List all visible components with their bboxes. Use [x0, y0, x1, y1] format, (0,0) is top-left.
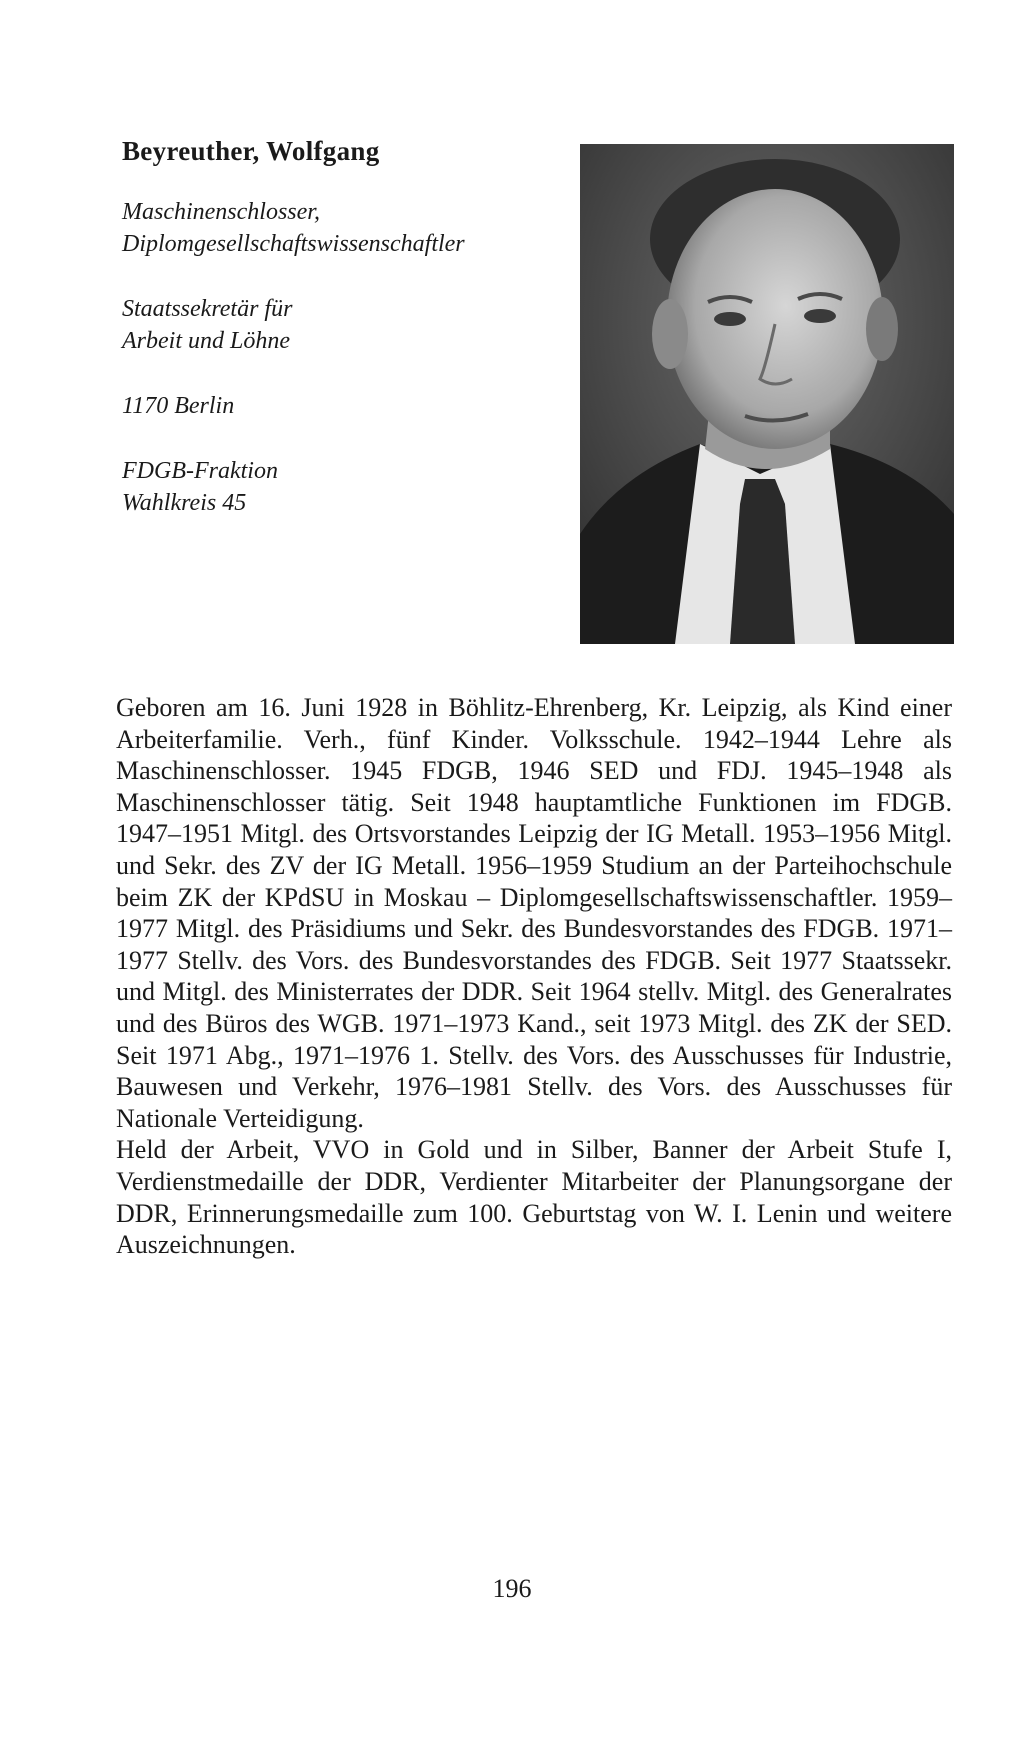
faction-line: Wahlkreis 45 [122, 490, 247, 516]
profession-line: Diplomgesellschaftswissenschaftler [122, 231, 465, 257]
profession [122, 196, 465, 260]
address [122, 390, 234, 422]
page-number: 196 [492, 1574, 532, 1603]
position-line: Arbeit und Löhne [122, 328, 290, 354]
biography-paragraph: Geboren am 16. Juni 1928 in Böhlitz-Ehrenberg, Kr. Leipzig, als Kind einer Arbeiterfamilie. Verh., fünf Kinder. Volksschule. 1942–1944 Lehre als Maschinenschlosser. 1945 FDGB, 1946 SED und FDJ. 1945–1948 als Maschinenschlosser tätig. Seit 1948 hauptamtliche Funktionen im FDGB. 1947–1951 Mitgl. des Ortsvorstandes Leipzig der IG Metall. 1953–1956 Mitgl. und Sekr. des ZV der IG Metall. 1956–1959 Studium an der Parteihochschule beim ZK der KPdSU in Moskau – Diplomgesellschaftswissenschaftler. 1959–1977 Mitgl. des Präsidiums und Sekr. des Bundesvorstandes des FDGB. 1971–1977 Stellv. des Vors. des Bundesvorstandes des FDGB. Seit 1977 Staatssekr. und Mitgl. des Ministerrates der DDR. Seit 1964 stellv. Mitgl. des Generalrates und des Büros des WGB. 1971–1973 Kand., seit 1973 Mitgl. des ZK der SED. Seit 1971 Abg., 1971–1976 1. Stellv. des Vors. des Ausschusses für Industrie, Bauwesen und Verkehr, 1976–1981 Stellv. des Vors. des Ausschusses für Nationale Verteidigung. [116, 693, 952, 1133]
faction-line: FDGB-Fraktion [122, 458, 278, 484]
biography [116, 692, 952, 1261]
biography-paragraph: Held der Arbeit, VVO in Gold und in Silber, Banner der Arbeit Stufe I, Verdienstmedaille der DDR, Verdienter Mitarbeiter der Planungsorgane der DDR, Erinnerungsmedaille zum 100. Geburtstag von W. I. Lenin und weitere Auszeichnungen. [116, 1135, 952, 1260]
position [122, 293, 292, 357]
profession-line: Maschinenschlosser, [122, 199, 320, 225]
portrait-illustration [580, 144, 954, 644]
position-line: Staatssekretär für [122, 296, 293, 322]
address-line: 1170 Berlin [122, 393, 235, 419]
person-name: Beyreuther, Wolfgang [122, 136, 380, 166]
faction [122, 455, 278, 519]
portrait-photo [580, 144, 954, 644]
